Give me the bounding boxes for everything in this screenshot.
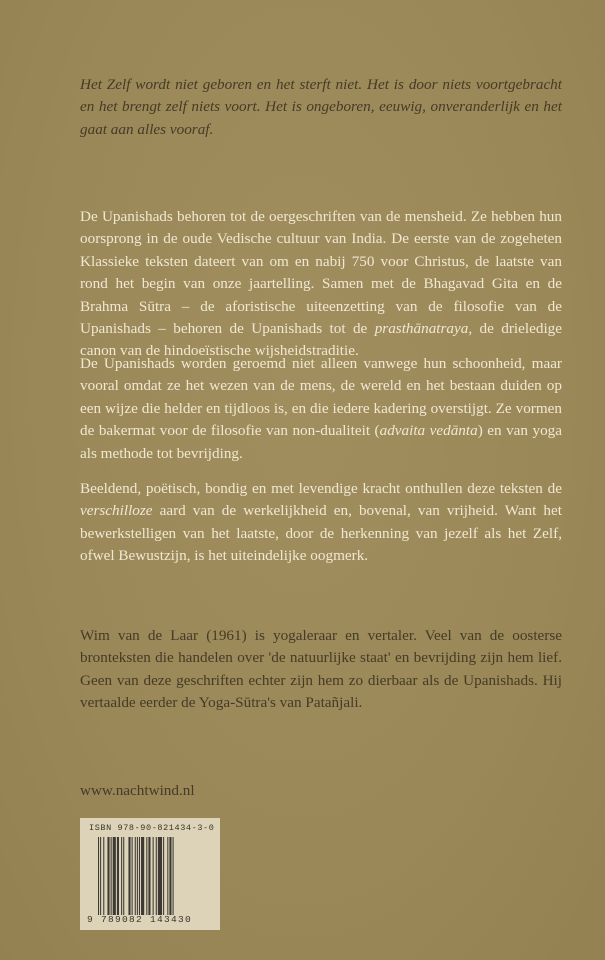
text: ) en van yoga als methode tot bevrijding.: [80, 422, 563, 462]
barcode-bar: [148, 837, 150, 915]
barcode-digits: 9 789082 143430: [87, 914, 193, 925]
italic-term: prasthānatraya: [374, 320, 469, 338]
barcode-bar: [163, 837, 164, 915]
text: De Upanishads behoren tot de oergeschriften van de mensheid. Ze hebben hun oorsprong in de oude Vedische cultuur van India. De eerste van de zogeheten Klassieke teksten dateert van om en nabij 750 voor Christus, de laatste van rond het begin van onze jaartelling. Samen met de Bhagavad Gita en de Brahma Sūtra – de aforistische uiteenzetting van de filosofie van de Upanishads – behoren de Upanishads tot de: [80, 208, 562, 338]
barcode-bar: [139, 837, 140, 915]
barcode-bar: [123, 837, 124, 915]
barcode-bar: [103, 837, 104, 915]
barcode-bar: [169, 837, 171, 915]
isbn-barcode: [80, 818, 220, 930]
italic-term: verschilloze: [80, 502, 153, 520]
barcode-bar: [98, 837, 99, 915]
barcode-bar: [158, 837, 162, 915]
barcode-bar: [132, 837, 133, 915]
barcode-bar: [113, 837, 116, 915]
barcode-bar: [107, 837, 109, 915]
text: De Upanishads worden geroemd niet alleen vanwege hun schoonheid, maar vooral omdat ze het wezen van de mens, de wereld en het bestaan duiden op een wijze die helder en tijdloos is, en die iedere kadering overstijgt. Ze vormen de bakermat voor de filosofie van non-dualiteit (: [80, 355, 562, 440]
description-paragraph-2: [80, 353, 562, 465]
barcode-bar: [137, 837, 138, 915]
barcode-bar: [117, 837, 119, 915]
barcode-bar: [128, 837, 130, 915]
barcode-bar: [146, 837, 147, 915]
barcode-bar: [156, 837, 157, 915]
italic-term: advaita vedānta: [379, 422, 478, 440]
barcode-bar: [141, 837, 144, 915]
text: , de drieledige canon van de hindoeïstische wijsheidstraditie.: [80, 320, 562, 360]
author-bio: Wim van de Laar (1961) is yogaleraar en vertaler. Veel van de oosterse bronteksten die handelen over 'de natuurlijke staat' en bevrijding zijn hem lief. Geen van deze geschriften echter zijn hem zo dierbaar als de Upanishads. Hij vertaalde eerder de Yoga-Sūtra's van Patañjali.: [80, 627, 562, 712]
barcode-bar: [153, 837, 154, 915]
description-paragraph-1: [80, 206, 562, 363]
barcode-bar: [135, 837, 136, 915]
description-paragraph-3: [80, 478, 562, 568]
barcode-bar: [121, 837, 122, 915]
barcode-bar: [100, 837, 101, 915]
text: aard van de werkelijkheid en, bovenal, van vrijheid. Want het bewerkstelligen van het laatste, door de herkenning van jezelf als het Zelf, ofwel Bewustzijn, is het uiteindelijke oogmerk.: [80, 502, 562, 565]
publisher-website: www.nachtwind.nl: [80, 782, 195, 799]
barcode-bar: [111, 837, 112, 915]
barcode-bar: [173, 837, 174, 915]
text: Beeldend, poëtisch, bondig en met levendige kracht onthullen deze teksten de: [80, 480, 562, 497]
barcode-bar: [167, 837, 168, 915]
opening-quote: Het Zelf wordt niet geboren en het sterft niet. Het is door niets voortgebracht en het brengt zelf niets voort. Het is ongeboren, eeuwig, onveranderlijk en het gaat aan alles vooraf.: [80, 76, 562, 138]
barcode-bars: [98, 837, 212, 915]
isbn-label: ISBN 978-90-821434-3-0: [89, 823, 215, 833]
